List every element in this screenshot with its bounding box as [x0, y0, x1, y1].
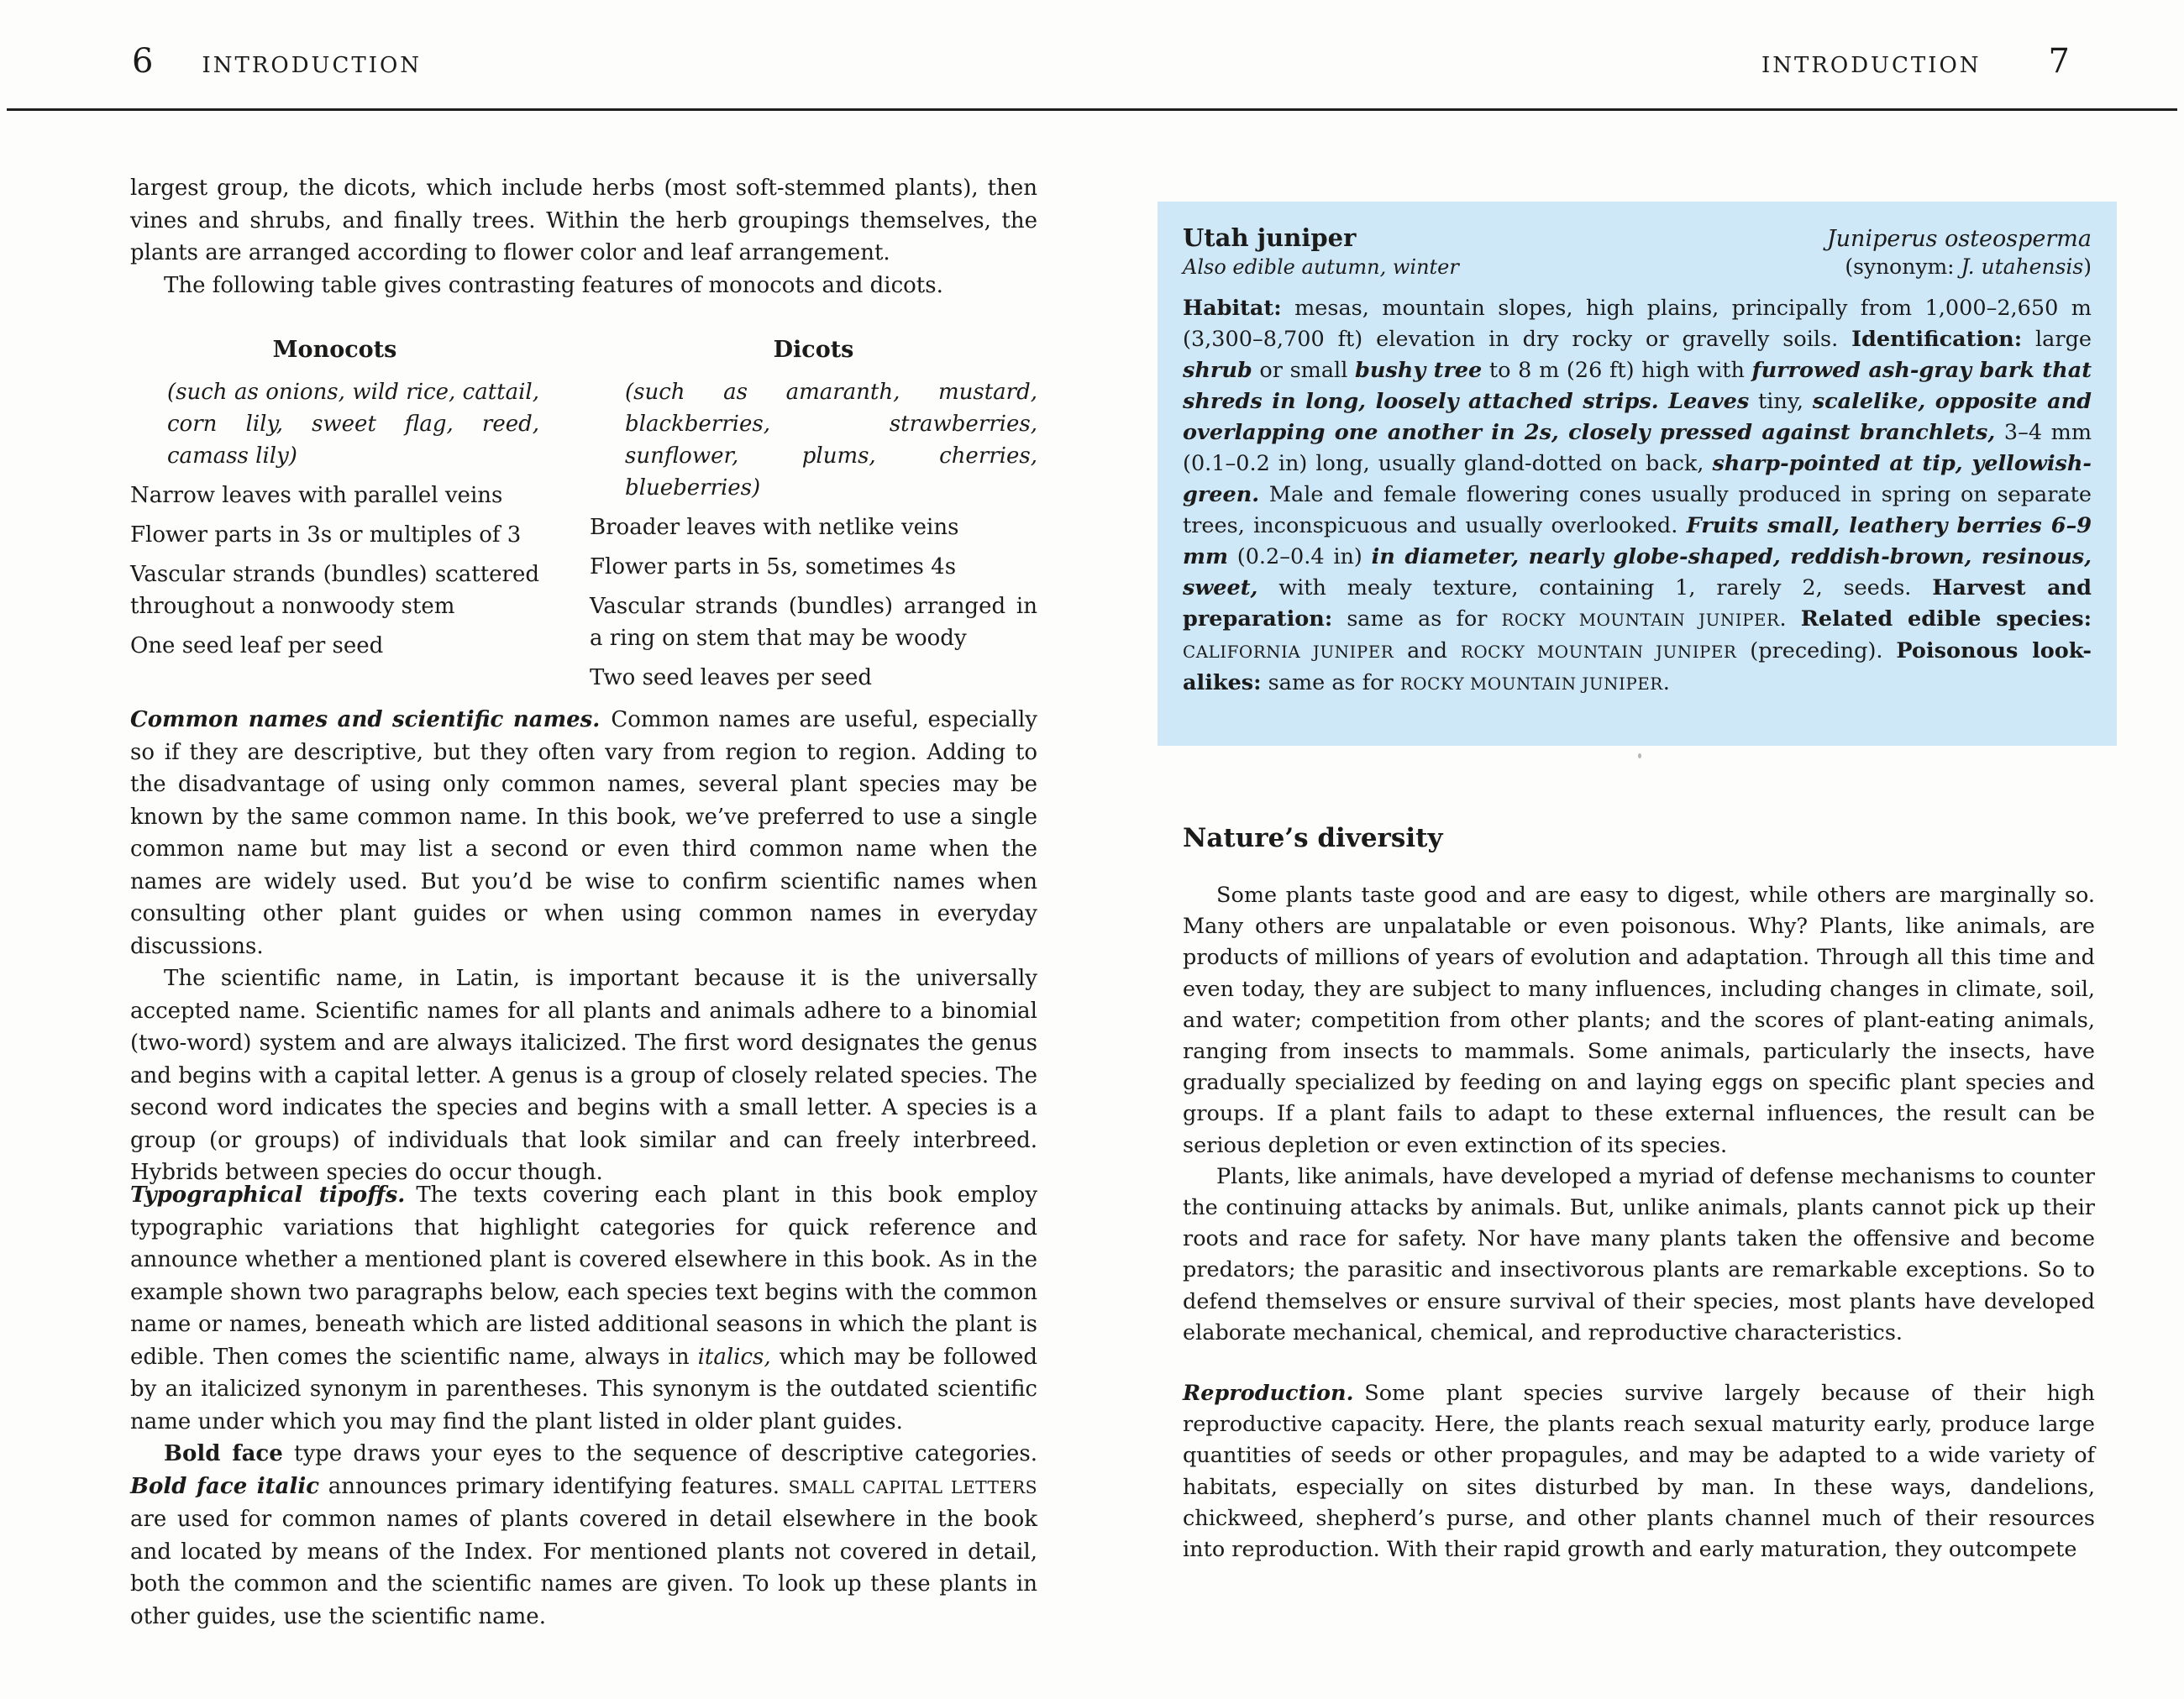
- species-edibility-note: Also edible autumn, winter: [1183, 255, 1459, 279]
- species-account-box: [1158, 202, 2117, 746]
- diversity-paragraph: Some plants taste good and are easy to digest, while others are marginally so. Many others are unpalatable or even poisonous. Why? Plants, like animals, are products of millions of years of evolution and adaptation. Through all this time and even today, they are subject to many influences, including changes in climate, soil, and water; competition from other plants; and the scores of plant-eating animals, ranging from insects to mammals. Some animals, particularly the insects, have gradually specialized by feeding on and laying eggs on specific plant species and groups. If a plant fails to adapt to these external influences, the result can be serious depletion or even extinction of its species.: [1183, 883, 2095, 1158]
- species-common-name: Utah juniper: [1183, 223, 1357, 252]
- left-running-head: INTRODUCTION: [202, 53, 423, 78]
- dicots-row: Broader leaves with netlike veins: [590, 515, 959, 540]
- continuation-paragraph: largest group, the dicots, which include herbs (most soft-stemmed plants), then vines and shrubs, and finally trees. Within the herb groupings themselves, the plants are arranged according to flower color and leaf arrangement.: [130, 176, 1037, 265]
- nature-diversity-heading-block: [1183, 823, 2095, 853]
- typographical-paragraph: Typographical tipoffs. The texts covering each plant in this book employ typographic variations that highlight categories for quick reference and announce whether a mentioned plant is covered elsewhere in this book. As in the example shown two paragraphs below, each species text begins with the common name or names, beneath which are listed additional seasons in which the plant is edible. Then comes the scientific name, always in italics, which may be followed by an italicized synonym in parentheses. This synonym is the outdated scientific name under which you may find the plant listed in older plant guides.: [130, 1182, 1038, 1434]
- dicots-row: Flower parts in 5s, sometimes 4s: [590, 554, 957, 579]
- dicots-header: Dicots: [773, 337, 854, 363]
- bold-face-paragraph: Bold face type draws your eyes to the sequence of descriptive categories. Bold face italic announces primary identifying features. SMALL CAPITAL LETTERS are used for common names of plants covered in detail elsewhere in the book and located by means of the Index. For mentioned plants not covered in detail, both the common and the scientific names are given. To look up these plants in other guides, use the scientific name.: [130, 1441, 1037, 1629]
- typographical-block: [130, 1179, 1037, 1633]
- left-intro-block: [130, 172, 1037, 302]
- reproduction-block: [1183, 1378, 2095, 1565]
- monocots-examples-note: (such as onions, wild rice, cattail, corn lily, sweet flag, reed, camass lily): [167, 380, 539, 469]
- species-subtitle-row: [1183, 254, 2092, 279]
- left-page-header: [132, 42, 422, 81]
- diversity-paragraph: Plants, like animals, have developed a myriad of defense mechanisms to counter the continuing attacks by animals. But, unlike animals, plants cannot pick up their roots and race for safety. Nor have many plants taken the offensive and become predators; the parasitic and insectivorous plants are remarkable exceptions. So to defend themselves or ensure survival of their species, most plants have developed elaborate mechanical, chemical, and reproductive characteristics.: [1183, 1163, 2095, 1345]
- table-intro-paragraph: The following table gives contrasting features of monocots and dicots.: [164, 272, 943, 298]
- reproduction-paragraph: Reproduction. Some plant species survive largely because of their high reproductive capacity. Here, the plants reach sexual maturity early, produce large quantities of seeds or other propagules, and may be adapted to a wide variety of habitats, especially on sites disturbed by man. In these ways, dandelions, chickweed, shepherd’s purse, and other plants channel much of their resources into reproduction. With their rapid growth and early maturation, they outcompete: [1183, 1381, 2095, 1563]
- nature-diversity-block: [1183, 880, 2095, 1349]
- monocots-row: Narrow leaves with parallel veins: [130, 483, 503, 508]
- species-description: Habitat: mesas, mountain slopes, high plains, principally from 1,000–2,650 m (3,300–8,700 ft) elevation in dry rocky or gravelly soils. Identification: large shrub or small bushy tree to 8 m (26 ft) high with furrowed ash-gray bark that shreds in long, loosely attached strips. Leaves tiny, scalelike, opposite and overlapping one another in 2s, closely pressed against branchlets, 3–4 mm (0.1–0.2 in) long, usually gland-dotted on back, sharp-pointed at tip, yellowish-green. Male and female flowering cones usually produced in spring on separate trees, inconspicuous and usually overlooked. Fruits small, leathery berries 6–9 mm (0.2–0.4 in) in diameter, nearly globe-shaped, reddish-brown, resinous, sweet, with mealy texture, containing 1, rarely 2, seeds. Harvest and preparation: same as for ROCKY MOUNTAIN JUNIPER. Related edible species: CALIFORNIA JUNIPER and ROCKY MOUNTAIN JUNIPER (preceding). Poisonous look-alikes: same as for ROCKY MOUNTAIN JUNIPER.: [1183, 296, 2092, 695]
- dicots-row: Vascular strands (bundles) arranged in a ring on stem that may be woody: [590, 594, 1037, 651]
- left-page-number: 6: [132, 42, 154, 81]
- right-page-header: [1761, 42, 2070, 81]
- monocots-row: One seed leaf per seed: [130, 633, 384, 658]
- section-heading: Nature’s diversity: [1183, 823, 1443, 853]
- monocots-row: Vascular strands (bundles) scattered throughout a nonwoody stem: [130, 562, 539, 619]
- dicots-examples-note: (such as amaranth, mustard, blackberries, strawberries, sunflower, plums, cherries, blueberries): [625, 380, 1037, 501]
- monocots-column: [130, 334, 539, 669]
- scan-artifact-dot: [1638, 753, 1641, 758]
- right-page-number: 7: [2048, 42, 2070, 81]
- header-rule: [7, 108, 2177, 111]
- dicots-row: Two seed leaves per seed: [590, 665, 872, 690]
- species-title-row: [1183, 223, 2092, 252]
- common-names-paragraph: Common names and scientific names. Common names are useful, especially so if they are descriptive, but they often vary from region to region. Adding to the disadvantage of using only common names, several plant species may be known by the same common name. In this book, we’ve preferred to use a single common name but may list a second or even third common name when the names are widely used. But you’d be wise to confirm scientific names when consulting other plant guides or when using common names in everyday discussions.: [130, 707, 1037, 959]
- scientific-name-paragraph: The scientific name, in Latin, is important because it is the universally accepted name. Scientific names for all plants and animals adhere to a binomial (two-word) system and are always italicized. The first word designates the genus and begins with a capital letter. A genus is a group of closely related species. The second word indicates the species and begins with a small letter. A species is a group (or groups) of individuals that look similar and can freely interbreed. Hybrids between species do occur though.: [130, 966, 1037, 1185]
- monocots-header: Monocots: [272, 337, 397, 363]
- common-names-block: [130, 704, 1037, 1189]
- monocots-row: Flower parts in 3s or multiples of 3: [130, 522, 522, 548]
- species-synonym: (synonym: J. utahensis): [1845, 254, 2092, 279]
- dicots-column: [590, 334, 1037, 701]
- right-running-head: INTRODUCTION: [1761, 53, 1982, 78]
- species-scientific-name: Juniperus osteosperma: [1826, 226, 2092, 252]
